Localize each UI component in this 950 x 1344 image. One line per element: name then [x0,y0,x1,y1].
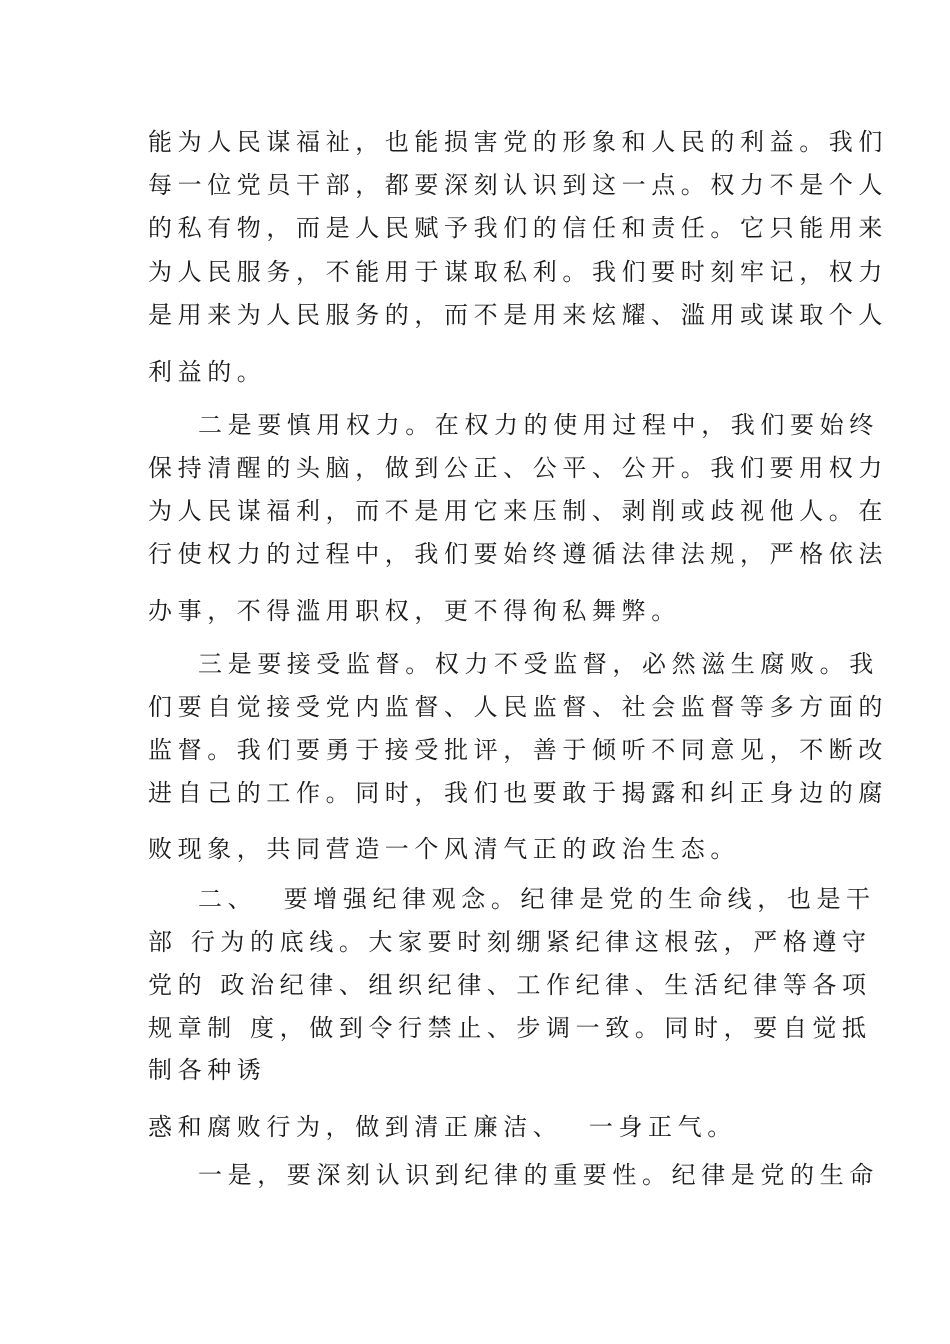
text-line: 规章制 度，做到令行禁止、步调一致。同时，要自觉抵 [148,1014,872,1042]
text-line: 行使权力的过程中，我们要始终遵循法律法规，严格依法 [148,540,888,568]
text-line: 进自己的工作。同时，我们也要敢于揭露和纠正身边的腐 [148,779,888,807]
text-line: 党的 政治纪律、组织纪律、工作纪律、生活纪律等各项 [148,971,872,999]
text-line: 利益的。 [148,358,267,386]
text-line: 办事，不得滥用职权，更不得徇私舞弊。 [148,597,681,625]
text-line: 为人民服务，不能用于谋取私利。我们要时刻牢记，权力 [148,258,888,286]
text-line: 惑和腐败行为，做到清正廉洁、 一身正气。 [148,1113,737,1141]
text-line: 每一位党员干部，都要深刻认识到这一点。权力不是个人 [148,171,888,199]
paragraph-start-line: 二是要慎用权力。在权力的使用过程中，我们要始终 [198,411,879,439]
text-line: 们要自觉接受党内监督、人民监督、社会监督等多方面的 [148,693,888,721]
text-line: 的私有物，而是人民赋予我们的信任和责任。它只能用来 [148,214,888,242]
paragraph-start-line: 一是，要深刻认识到纪律的重要性。纪律是党的生命 [198,1161,879,1189]
paragraph-start-line: 三是要接受监督。权力不受监督，必然滋生腐败。我 [198,650,879,678]
text-line: 保持清醒的头脑，做到公正、公平、公开。我们要用权力 [148,454,888,482]
text-line: 监督。我们要勇于接受批评，善于倾听不同意见，不断改 [148,736,888,764]
text-line: 制各种诱 [148,1056,267,1084]
text-line: 部 行为的底线。大家要时刻绷紧纪律这根弦，严格遵守 [148,928,872,956]
section-heading-line: 二、 要增强纪律观念。纪律是党的生命线，也是干 [198,885,876,913]
text-line: 能为人民谋福祉，也能损害党的形象和人民的利益。我们 [148,128,888,156]
text-line: 为人民谋福利，而不是用它来压制、剥削或歧视他人。在 [148,497,888,525]
text-line: 败现象，共同营造一个风清气正的政治生态。 [148,835,740,863]
text-line: 是用来为人民服务的，而不是用来炫耀、滥用或谋取个人 [148,301,888,329]
